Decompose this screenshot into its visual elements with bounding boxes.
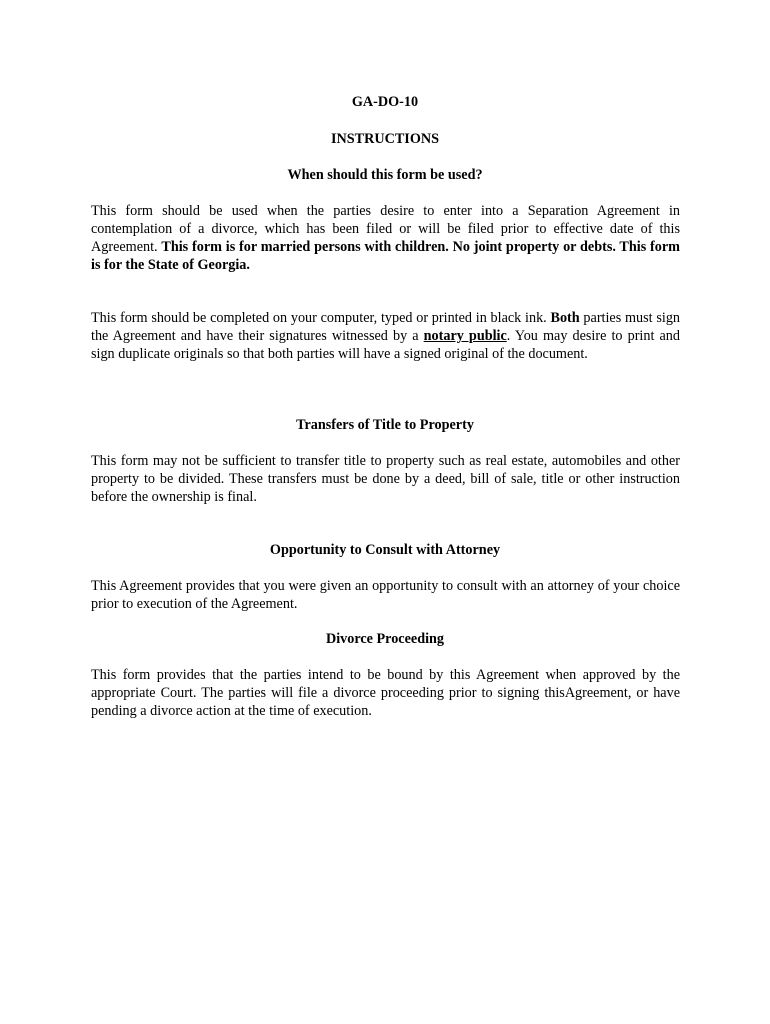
usage-paragraph (91, 202, 680, 274)
notary-public-link: notary public (423, 328, 507, 344)
both-bold: Both (550, 310, 580, 326)
divorce-paragraph: This form provides that the parties intend to be bound by this Agreement when approved by the appropriate Court. The parties will file a divorce proceeding prior to signing thisAgreement, or have pending a divorce action at the time of execution. (91, 667, 680, 719)
usage-bold-text: This form is for married persons with children. No joint property or debts. This form is for the State of Georgia. (91, 239, 680, 273)
when-heading: When should this form be used? (287, 167, 483, 183)
transfers-heading: Transfers of Title to Property (296, 417, 474, 433)
completion-paragraph (91, 309, 680, 363)
form-code: GA-DO-10 (351, 94, 419, 110)
attorney-heading: Opportunity to Consult with Attorney (269, 542, 501, 558)
divorce-heading: Divorce Proceeding (325, 631, 445, 647)
attorney-paragraph: This Agreement provides that you were given an opportunity to consult with an attorney of your choice prior to execution of the Agreement. (91, 578, 680, 612)
completion-text-mid: parties must sign the Agreement and have their signatures witnessed by a (91, 310, 681, 344)
usage-text: This form should be used when the parties desire to enter into a Separation Agreement in contemplation of a divorce, which has been filed or will be filed prior to effective date of this Agreement. (91, 203, 680, 255)
instructions-title: INSTRUCTIONS (330, 131, 439, 147)
transfers-paragraph: This form may not be sufficient to transfer title to property such as real estate, automobiles and other property to be divided. These transfers must be done by a deed, bill of sale, title or other instruction before the ownership is final. (91, 453, 680, 505)
completion-text-end: . You may desire to print and sign duplicate originals so that both parties will have a signed original of the document. (91, 328, 680, 362)
completion-text-start: This form should be completed on your computer, typed or printed in black ink. (91, 310, 547, 326)
